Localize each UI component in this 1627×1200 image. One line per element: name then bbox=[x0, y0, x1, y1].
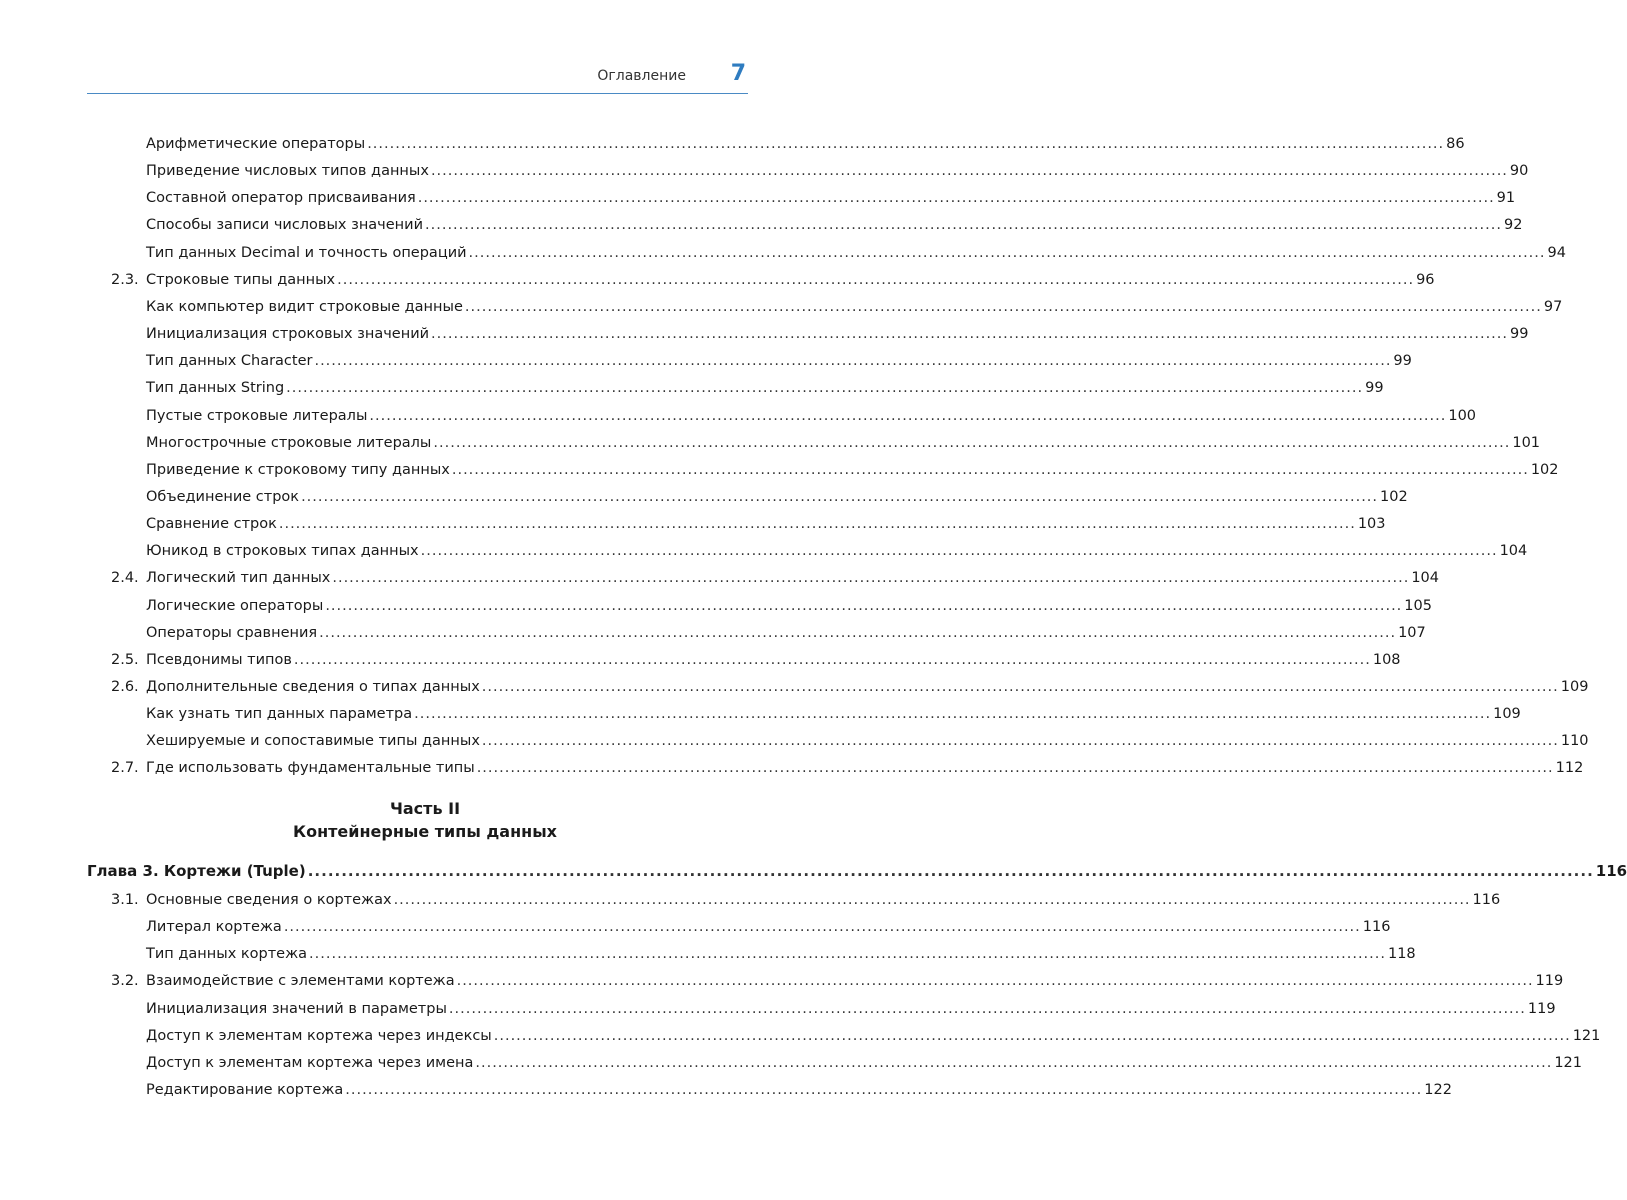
toc-entry-title: Объединение строк bbox=[146, 488, 300, 505]
toc-dot-leader: ................................................................................................................................................................................................ bbox=[301, 488, 1379, 505]
toc-dot-leader: ................................................................................................................................................................................................ bbox=[293, 651, 1371, 668]
toc-section-number: 3.2. bbox=[111, 973, 139, 990]
toc-entry-title: Сравнение строк bbox=[146, 516, 277, 533]
toc-entry-page: 99 bbox=[1365, 380, 1384, 397]
toc-entry-page: 116 bbox=[1595, 862, 1627, 880]
toc-entry[interactable] bbox=[0, 348, 1412, 375]
toc-dot-leader: ................................................................................................................................................................................................ bbox=[314, 353, 1392, 370]
toc-entry-page: 118 bbox=[1387, 946, 1416, 963]
toc-entry-body bbox=[146, 131, 1465, 158]
toc-dot-leader: ................................................................................................................................................................................................ bbox=[319, 624, 1397, 641]
toc-entry[interactable] bbox=[0, 941, 1416, 968]
toc-entry-title: Операторы сравнения bbox=[146, 624, 318, 641]
toc-entry-body bbox=[146, 1050, 1583, 1077]
toc-entry-title: Способы записи числовых значений bbox=[146, 217, 424, 234]
toc-section-number: 3.1. bbox=[111, 892, 139, 908]
toc-dot-leader: ................................................................................................................................................................................................ bbox=[393, 892, 1471, 908]
toc-entry-body bbox=[146, 185, 1516, 212]
toc-entry-body bbox=[146, 701, 1521, 728]
toc-entry[interactable] bbox=[0, 321, 1529, 348]
toc-entry-title: Приведение к строковому типу данных bbox=[146, 461, 450, 478]
toc-section-number: 2.4. bbox=[111, 570, 139, 587]
toc-entry-body bbox=[146, 887, 1501, 914]
toc-entry[interactable] bbox=[0, 914, 1391, 941]
toc-dot-leader: ................................................................................................................................................................................................ bbox=[420, 543, 1498, 560]
toc-entry-page: 94 bbox=[1547, 244, 1566, 261]
toc-entry-body bbox=[146, 755, 1584, 782]
toc-entry-page: 112 bbox=[1555, 760, 1584, 777]
toc-dot-leader: ................................................................................................................................................................................................ bbox=[468, 244, 1546, 261]
toc-entry-title: Логические операторы bbox=[146, 597, 324, 614]
toc-dot-leader: ................................................................................................................................................................................................ bbox=[464, 298, 1542, 315]
toc-entry-page: 116 bbox=[1472, 892, 1501, 908]
toc-entry-title: Где использовать фундаментальные типы bbox=[146, 760, 475, 777]
toc-entry-page: 109 bbox=[1560, 679, 1589, 695]
toc-entry-body bbox=[146, 267, 1435, 294]
toc-entry[interactable] bbox=[0, 755, 1584, 782]
toc-entry-body bbox=[146, 511, 1386, 538]
part-subtitle: Контейнерные типы данных bbox=[293, 822, 557, 841]
toc-entry-page: 121 bbox=[1554, 1054, 1583, 1071]
toc-entry[interactable] bbox=[0, 185, 1516, 212]
toc-entry[interactable] bbox=[0, 647, 1401, 674]
toc-dot-leader: ................................................................................................................................................................................................ bbox=[278, 516, 1356, 533]
toc-entry[interactable] bbox=[0, 674, 1589, 701]
toc-dot-leader: ................................................................................................................................................................................................ bbox=[433, 434, 1511, 451]
toc-dot-leader: ................................................................................................................................................................................................ bbox=[476, 760, 1554, 777]
toc-dot-leader: ................................................................................................................................................................................................ bbox=[481, 679, 1559, 695]
toc-entry-body bbox=[146, 674, 1589, 701]
toc-entry[interactable] bbox=[0, 240, 1566, 267]
toc-entry-page: 103 bbox=[1357, 516, 1386, 533]
toc-entry[interactable] bbox=[0, 1077, 1452, 1104]
toc-entry[interactable] bbox=[0, 131, 1465, 158]
toc-entry-body bbox=[146, 968, 1564, 995]
toc-entry-title: Псевдонимы типов bbox=[146, 651, 292, 668]
toc-dot-leader: ................................................................................................................................................................................................ bbox=[307, 862, 1594, 880]
toc-entry-page: 119 bbox=[1527, 1000, 1556, 1017]
toc-dot-leader: ................................................................................................................................................................................................ bbox=[345, 1082, 1423, 1099]
toc-dot-leader: ................................................................................................................................................................................................ bbox=[451, 461, 1529, 478]
toc-entry-page: 99 bbox=[1510, 326, 1529, 343]
toc-entry-body bbox=[87, 858, 1627, 885]
toc-entry-page: 119 bbox=[1535, 973, 1564, 990]
toc-entry-page: 92 bbox=[1503, 217, 1523, 234]
toc-entry-body bbox=[146, 240, 1566, 267]
toc-entry-title: Приведение числовых типов данных bbox=[146, 163, 429, 180]
toc-entry-page: 121 bbox=[1572, 1027, 1601, 1044]
toc-entry-body bbox=[146, 565, 1439, 592]
part-title: Часть II bbox=[389, 799, 461, 818]
toc-entry-body bbox=[146, 728, 1589, 755]
toc-dot-leader: ................................................................................................................................................................................................ bbox=[417, 190, 1495, 207]
toc-entry-title: Составной оператор присваивания bbox=[146, 190, 416, 207]
toc-entry[interactable] bbox=[0, 267, 1435, 294]
toc-dot-leader: ................................................................................................................................................................................................ bbox=[430, 163, 1508, 180]
toc-dot-leader: ................................................................................................................................................................................................ bbox=[425, 217, 1502, 234]
toc-entry-title: Арифметические операторы bbox=[146, 136, 366, 152]
toc-entry-title: Доступ к элементам кортежа через индексы bbox=[146, 1027, 492, 1044]
toc-entry-page: 110 bbox=[1560, 733, 1589, 750]
toc-entry-title: Взаимодействие с элементами кортежа bbox=[146, 973, 455, 990]
toc-entry[interactable] bbox=[0, 565, 1439, 592]
toc-entry-title: Дополнительные сведения о типах данных bbox=[146, 679, 480, 695]
running-header bbox=[87, 60, 748, 94]
toc-entry-page: 107 bbox=[1398, 624, 1426, 641]
toc-entry-page: 96 bbox=[1416, 271, 1435, 288]
toc-dot-leader: ................................................................................................................................................................................................ bbox=[456, 973, 1534, 990]
toc-dot-leader: ................................................................................................................................................................................................ bbox=[332, 570, 1410, 587]
toc-entry[interactable] bbox=[0, 620, 1426, 647]
toc-entry[interactable] bbox=[0, 996, 1556, 1023]
toc-entry-page: 116 bbox=[1362, 919, 1391, 936]
toc-entry-title: Тип данных String bbox=[146, 380, 285, 397]
toc-entry-body bbox=[146, 430, 1541, 457]
toc-entry[interactable] bbox=[0, 430, 1541, 457]
toc-section-number: 2.7. bbox=[111, 760, 139, 777]
toc-section-number: 2.6. bbox=[111, 679, 139, 695]
toc-dot-leader: ................................................................................................................................................................................................ bbox=[448, 1000, 1526, 1017]
toc-dot-leader: ................................................................................................................................................................................................ bbox=[367, 136, 1445, 152]
toc-entry[interactable] bbox=[0, 593, 1432, 620]
toc-entry-title: Многострочные строковые литералы bbox=[146, 434, 432, 451]
toc-entry-body bbox=[146, 1077, 1452, 1104]
toc-entry[interactable] bbox=[0, 375, 1384, 402]
toc-entry-title: Как компьютер видит строковые данные bbox=[146, 298, 463, 315]
toc-entry-title: Хешируемые и сопоставимые типы данных bbox=[146, 733, 480, 750]
toc-entry[interactable] bbox=[0, 294, 1563, 321]
toc-entry-title: Логический тип данных bbox=[146, 570, 331, 587]
toc-entry-page: 100 bbox=[1448, 407, 1477, 424]
toc-entry[interactable] bbox=[0, 701, 1521, 728]
toc-entry-body bbox=[146, 647, 1401, 674]
toc-entry[interactable] bbox=[0, 457, 1559, 484]
toc-entry-title: Литерал кортежа bbox=[146, 919, 282, 936]
toc-dot-leader: ................................................................................................................................................................................................ bbox=[337, 271, 1415, 288]
toc-dot-leader: ................................................................................................................................................................................................ bbox=[493, 1027, 1571, 1044]
toc-entry[interactable] bbox=[0, 538, 1528, 565]
toc-dot-leader: ................................................................................................................................................................................................ bbox=[481, 733, 1559, 750]
toc-entry-title: Пустые строковые литералы bbox=[146, 407, 368, 424]
toc-entry-body bbox=[146, 375, 1384, 402]
toc-entry[interactable] bbox=[0, 212, 1523, 239]
toc-entry[interactable] bbox=[0, 511, 1386, 538]
toc-entry[interactable] bbox=[0, 403, 1477, 430]
toc-entry[interactable] bbox=[0, 728, 1589, 755]
toc-dot-leader: ................................................................................................................................................................................................ bbox=[309, 946, 1386, 963]
toc-dot-leader: ................................................................................................................................................................................................ bbox=[369, 407, 1447, 424]
toc-dot-leader: ................................................................................................................................................................................................ bbox=[325, 597, 1403, 614]
toc-entry[interactable] bbox=[0, 158, 1529, 185]
toc-entry-body bbox=[146, 294, 1563, 321]
toc-entry[interactable] bbox=[0, 968, 1564, 995]
toc-dot-leader: ................................................................................................................................................................................................ bbox=[283, 919, 1361, 936]
toc-entry[interactable] bbox=[0, 1050, 1583, 1077]
toc-entry-title: Инициализация строковых значений bbox=[146, 326, 430, 343]
toc-entry-page: 91 bbox=[1496, 190, 1516, 207]
toc-entry-title: Глава 3. Кортежи (Tuple) bbox=[87, 862, 306, 880]
header-title: Оглавление bbox=[597, 68, 686, 84]
toc-entry-body bbox=[146, 1023, 1601, 1050]
toc-entry-page: 99 bbox=[1393, 353, 1412, 370]
toc-entry-body bbox=[146, 321, 1529, 348]
toc-entry-title: Тип данных Decimal и точность операций bbox=[146, 244, 467, 261]
toc-entry-page: 86 bbox=[1446, 136, 1465, 152]
toc-entry-page: 104 bbox=[1499, 543, 1528, 560]
toc-entry-page: 105 bbox=[1404, 597, 1432, 614]
toc-entry-title: Тип данных кортежа bbox=[146, 946, 308, 963]
toc-entry-body bbox=[146, 484, 1408, 511]
toc-entry-title: Редактирование кортежа bbox=[146, 1082, 344, 1099]
toc-entry-body bbox=[146, 457, 1559, 484]
toc-section-number: 2.3. bbox=[111, 271, 139, 288]
toc-entry-page: 102 bbox=[1530, 461, 1559, 478]
toc-entry-page: 90 bbox=[1509, 163, 1529, 180]
toc-dot-leader: ................................................................................................................................................................................................ bbox=[431, 326, 1508, 343]
toc-entry[interactable] bbox=[0, 484, 1408, 511]
toc-entry-title: Инициализация значений в параметры bbox=[146, 1000, 447, 1017]
toc-entry-body bbox=[146, 348, 1412, 375]
toc-dot-leader: ................................................................................................................................................................................................ bbox=[414, 706, 1492, 723]
toc-entry-body bbox=[146, 620, 1426, 647]
toc-entry-body bbox=[146, 941, 1416, 968]
toc-entry-title: Доступ к элементам кортежа через имена bbox=[146, 1054, 474, 1071]
toc-section-number: 2.5. bbox=[111, 651, 139, 668]
toc-dot-leader: ................................................................................................................................................................................................ bbox=[475, 1054, 1553, 1071]
toc-dot-leader: ................................................................................................................................................................................................ bbox=[286, 380, 1364, 397]
header-page-number: 7 bbox=[730, 61, 746, 86]
toc-entry-title: Тип данных Character bbox=[146, 353, 313, 370]
toc-entry-page: 109 bbox=[1493, 706, 1521, 723]
toc-entry-page: 122 bbox=[1424, 1082, 1452, 1099]
toc-entry[interactable] bbox=[0, 887, 1501, 914]
toc-entry-body bbox=[146, 996, 1556, 1023]
toc-entry-body bbox=[146, 158, 1529, 185]
toc-entry[interactable] bbox=[0, 1023, 1601, 1050]
toc-entry-body bbox=[146, 593, 1432, 620]
toc-entry-page: 108 bbox=[1372, 651, 1401, 668]
toc-entry-page: 97 bbox=[1543, 298, 1563, 315]
toc-entry-title: Строковые типы данных bbox=[146, 271, 336, 288]
toc-entry-body bbox=[146, 538, 1528, 565]
toc-entry-body bbox=[146, 914, 1391, 941]
toc-entry-body bbox=[146, 212, 1523, 239]
toc-entry-title: Основные сведения о кортежах bbox=[146, 892, 392, 908]
toc-entry-page: 101 bbox=[1512, 434, 1541, 451]
toc-chapter-entry[interactable] bbox=[0, 858, 1627, 885]
toc-entry-title: Как узнать тип данных параметра bbox=[146, 706, 413, 723]
toc-entry-page: 102 bbox=[1380, 488, 1408, 505]
toc-entry-title: Юникод в строковых типах данных bbox=[146, 543, 419, 560]
toc-entry-page: 104 bbox=[1411, 570, 1439, 587]
toc-entry-body bbox=[146, 403, 1477, 430]
